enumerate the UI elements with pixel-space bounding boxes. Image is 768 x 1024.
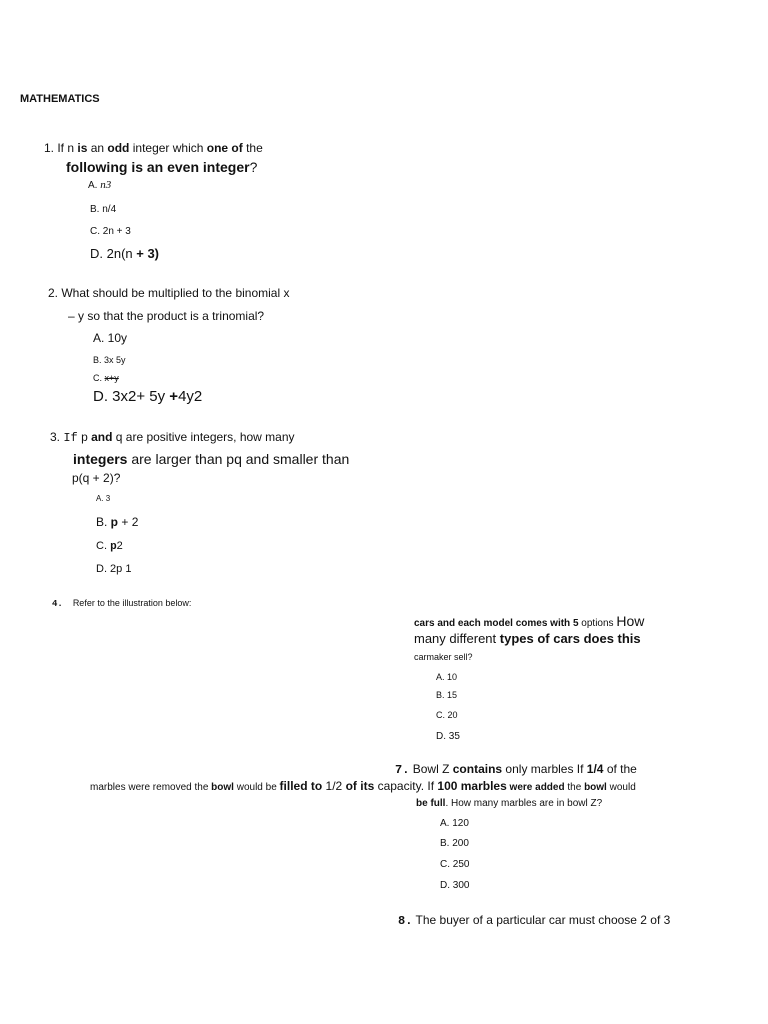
question-1-option-c: C. 2n + 3 bbox=[90, 226, 131, 237]
q3-text: 3. bbox=[50, 430, 64, 444]
q4-text: Refer to the illustration below: bbox=[72, 598, 192, 608]
question-number: 4. bbox=[52, 599, 63, 609]
question-1-option-b: B. n/4 bbox=[90, 204, 117, 215]
q8-text: The buyer of a particular car must choose 2 of 3 bbox=[412, 913, 671, 927]
question-3-line-1 bbox=[50, 431, 295, 446]
question-1-line-1 bbox=[44, 142, 263, 156]
q7-text: of the bbox=[603, 762, 637, 776]
option-text: D. 2n(n bbox=[90, 246, 137, 261]
question-number: 7. bbox=[395, 763, 410, 777]
question-3-option-b bbox=[96, 516, 138, 530]
question-3-option-d: D. 2p 1 bbox=[96, 563, 132, 575]
q1-text: integer which bbox=[129, 141, 207, 155]
q7-text: . How many marbles are in bowl Z? bbox=[445, 798, 603, 809]
question-6-line-1 bbox=[414, 613, 644, 630]
option-label: C. bbox=[93, 373, 105, 383]
q7-text: bowl bbox=[211, 782, 234, 793]
option-label: C. bbox=[96, 540, 111, 552]
option-text: 2 bbox=[116, 540, 123, 552]
question-1-option-d bbox=[90, 247, 159, 262]
question-6-option-b: B. 15 bbox=[436, 690, 458, 700]
q7-text: filled to bbox=[279, 779, 323, 793]
question-7-line-2 bbox=[90, 780, 636, 794]
page-heading: MATHEMATICS bbox=[20, 93, 100, 105]
question-7-option-b: B. 200 bbox=[440, 838, 469, 849]
question-1-option-a bbox=[88, 179, 111, 192]
option-text: p bbox=[110, 541, 117, 553]
q3-text: q are positive integers, how many bbox=[112, 430, 295, 444]
q6-text: cars bbox=[414, 618, 435, 629]
q6-text: types of cars does this bbox=[499, 631, 641, 646]
q7-text: Bowl Z bbox=[409, 762, 453, 776]
question-6-option-a: A. 10 bbox=[436, 672, 458, 682]
q7-text: contains bbox=[452, 762, 503, 776]
option-text: p bbox=[110, 515, 119, 529]
question-3-line-2 bbox=[73, 451, 349, 467]
option-text: 4y2 bbox=[178, 388, 203, 405]
question-3-option-a: A. 3 bbox=[96, 494, 111, 503]
question-2-option-a: A. 10y bbox=[93, 331, 128, 345]
q1-text: one of bbox=[206, 141, 243, 155]
q7-text: 1/4 bbox=[586, 762, 604, 776]
q7-text: the bbox=[564, 782, 585, 793]
q1-text: an bbox=[87, 141, 108, 155]
q7-text: capacity. If bbox=[374, 779, 438, 793]
question-6-option-c: C. 20 bbox=[436, 710, 458, 720]
option-label: A. bbox=[88, 180, 101, 191]
q7-text: were added bbox=[506, 782, 565, 793]
question-7-option-c: C. 250 bbox=[440, 859, 470, 870]
q7-text: marbles were removed the bbox=[90, 782, 212, 793]
option-text: + 3) bbox=[136, 246, 160, 261]
q1-text: odd bbox=[107, 141, 130, 155]
q3-text: p bbox=[77, 430, 92, 444]
option-label: B. bbox=[96, 515, 111, 529]
question-2-option-c bbox=[93, 373, 119, 383]
question-3-option-c bbox=[96, 540, 123, 554]
question-2-line-1: 2. What should be multiplied to the binomial x bbox=[48, 286, 290, 300]
q1-text: following is an even integer bbox=[66, 159, 250, 175]
question-8 bbox=[398, 914, 670, 929]
question-2-option-d bbox=[93, 388, 202, 405]
question-number: 8. bbox=[398, 914, 413, 928]
q7-text: only marbles If bbox=[502, 762, 587, 776]
option-text: x+y bbox=[104, 373, 119, 383]
option-text: + bbox=[169, 388, 179, 405]
q6-text: How bbox=[616, 613, 645, 629]
question-2-line-2: – y so that the product is a trinomial? bbox=[68, 309, 265, 323]
q7-text: be full bbox=[416, 798, 446, 809]
question-4 bbox=[52, 598, 191, 609]
q7-text: of its bbox=[345, 779, 375, 793]
question-7-option-d: D. 300 bbox=[440, 880, 470, 891]
q7-text: 100 marbles bbox=[437, 779, 507, 793]
q6-text: 5 bbox=[572, 618, 579, 629]
q6-text: options bbox=[578, 618, 617, 629]
q3-text: If bbox=[63, 431, 78, 445]
q7-text: 1/2 bbox=[322, 779, 346, 793]
question-6-line-2 bbox=[414, 632, 641, 647]
q1-text: ? bbox=[249, 159, 258, 175]
q3-text: and bbox=[91, 430, 113, 444]
q6-text: many different bbox=[414, 631, 500, 646]
q7-text: would bbox=[606, 782, 636, 793]
question-2-option-b: B. 3x 5y bbox=[93, 355, 126, 365]
q6-text: and each model comes with bbox=[434, 618, 573, 629]
question-6-option-d: D. 35 bbox=[436, 731, 460, 742]
question-7-option-a: A. 120 bbox=[440, 818, 469, 829]
q7-text: bowl bbox=[584, 782, 607, 793]
question-3-line-3: p(q + 2)? bbox=[72, 471, 121, 485]
q3-text: are larger than pq and smaller than bbox=[127, 451, 350, 467]
question-1-line-2 bbox=[66, 159, 257, 175]
q1-text: 1. If n bbox=[44, 141, 78, 155]
q7-text: would be bbox=[233, 782, 280, 793]
question-6-line-3: carmaker sell? bbox=[414, 652, 473, 662]
option-text: D. 3x2+ 5y bbox=[93, 388, 170, 405]
question-7-line-3 bbox=[416, 798, 602, 810]
q1-text: is bbox=[77, 141, 88, 155]
q3-text: integers bbox=[73, 451, 128, 467]
option-text: + 2 bbox=[118, 515, 139, 529]
option-text: n3 bbox=[100, 179, 112, 191]
q1-text: the bbox=[242, 141, 263, 155]
question-7-line-1 bbox=[395, 763, 637, 778]
